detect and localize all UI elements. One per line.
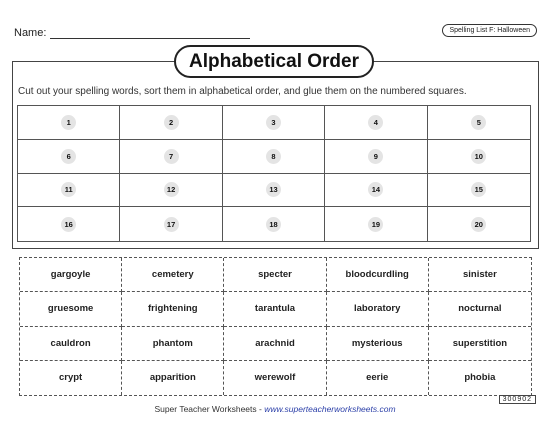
numbered-square[interactable] [120,106,222,140]
number-badge: 13 [266,182,281,197]
word-card[interactable]: arachnid [224,327,326,361]
numbered-square[interactable] [223,207,325,241]
numbered-squares-grid [17,105,531,242]
word-card[interactable]: frightening [122,292,224,326]
numbered-square[interactable] [223,140,325,174]
word-card[interactable]: phantom [122,327,224,361]
worksheet-code: 300902 [499,395,536,404]
word-card[interactable]: werewolf [224,361,326,395]
number-badge: 20 [471,217,486,232]
numbered-square[interactable] [325,174,427,208]
word-card[interactable]: cauldron [20,327,122,361]
word-card[interactable]: superstition [429,327,531,361]
footer-site-name: Super Teacher Worksheets - [154,404,265,414]
name-label: Name: [14,27,47,39]
number-badge: 18 [266,217,281,232]
word-card[interactable]: sinister [429,258,531,292]
number-badge: 4 [368,115,383,130]
number-badge: 12 [164,182,179,197]
numbered-square[interactable] [18,174,120,208]
word-card[interactable]: gruesome [20,292,122,326]
word-card[interactable]: mysterious [327,327,429,361]
word-card[interactable]: cemetery [122,258,224,292]
numbered-square[interactable] [120,207,222,241]
numbered-square[interactable] [120,174,222,208]
word-card[interactable]: laboratory [327,292,429,326]
number-badge: 5 [471,115,486,130]
numbered-square[interactable] [428,207,530,241]
number-badge: 15 [471,182,486,197]
name-line[interactable] [50,28,250,39]
number-badge: 10 [471,149,486,164]
number-badge: 16 [61,217,76,232]
numbered-square[interactable] [120,140,222,174]
number-badge: 6 [61,149,76,164]
number-badge: 7 [164,149,179,164]
footer [0,404,550,414]
numbered-square[interactable] [223,106,325,140]
word-card[interactable]: phobia [464,372,496,384]
numbered-square[interactable] [325,106,427,140]
numbered-square[interactable] [428,106,530,140]
numbered-square[interactable] [325,140,427,174]
word-card[interactable]: nocturnal [429,292,531,326]
instructions: Cut out your spelling words, sort them in alphabetical order, and glue them on the numbered squares. [18,86,467,97]
number-badge: 2 [164,115,179,130]
numbered-square[interactable] [325,207,427,241]
number-badge: 9 [368,149,383,164]
name-row [14,27,250,39]
word-card[interactable]: tarantula [224,292,326,326]
word-card[interactable]: gargoyle [20,258,122,292]
numbered-square[interactable] [428,140,530,174]
word-card[interactable]: apparition [122,361,224,395]
number-badge: 19 [368,217,383,232]
numbered-square[interactable] [18,106,120,140]
number-badge: 1 [61,115,76,130]
spelling-list-tag: Spelling List F: Halloween [442,24,537,37]
number-badge: 8 [266,149,281,164]
number-badge: 17 [164,217,179,232]
numbered-square[interactable] [223,174,325,208]
numbered-square[interactable] [18,140,120,174]
word-card[interactable]: crypt [20,361,122,395]
numbered-square[interactable] [18,207,120,241]
number-badge: 11 [61,182,76,197]
word-cutout-grid [19,257,532,396]
number-badge: 3 [266,115,281,130]
word-card[interactable]: eerie [327,361,429,395]
footer-url-link[interactable]: www.superteacherworksheets.com [264,404,396,414]
numbered-square[interactable] [428,174,530,208]
word-card[interactable]: specter [224,258,326,292]
word-card[interactable]: bloodcurdling [327,258,429,292]
number-badge: 14 [368,182,383,197]
page-title: Alphabetical Order [174,45,374,78]
